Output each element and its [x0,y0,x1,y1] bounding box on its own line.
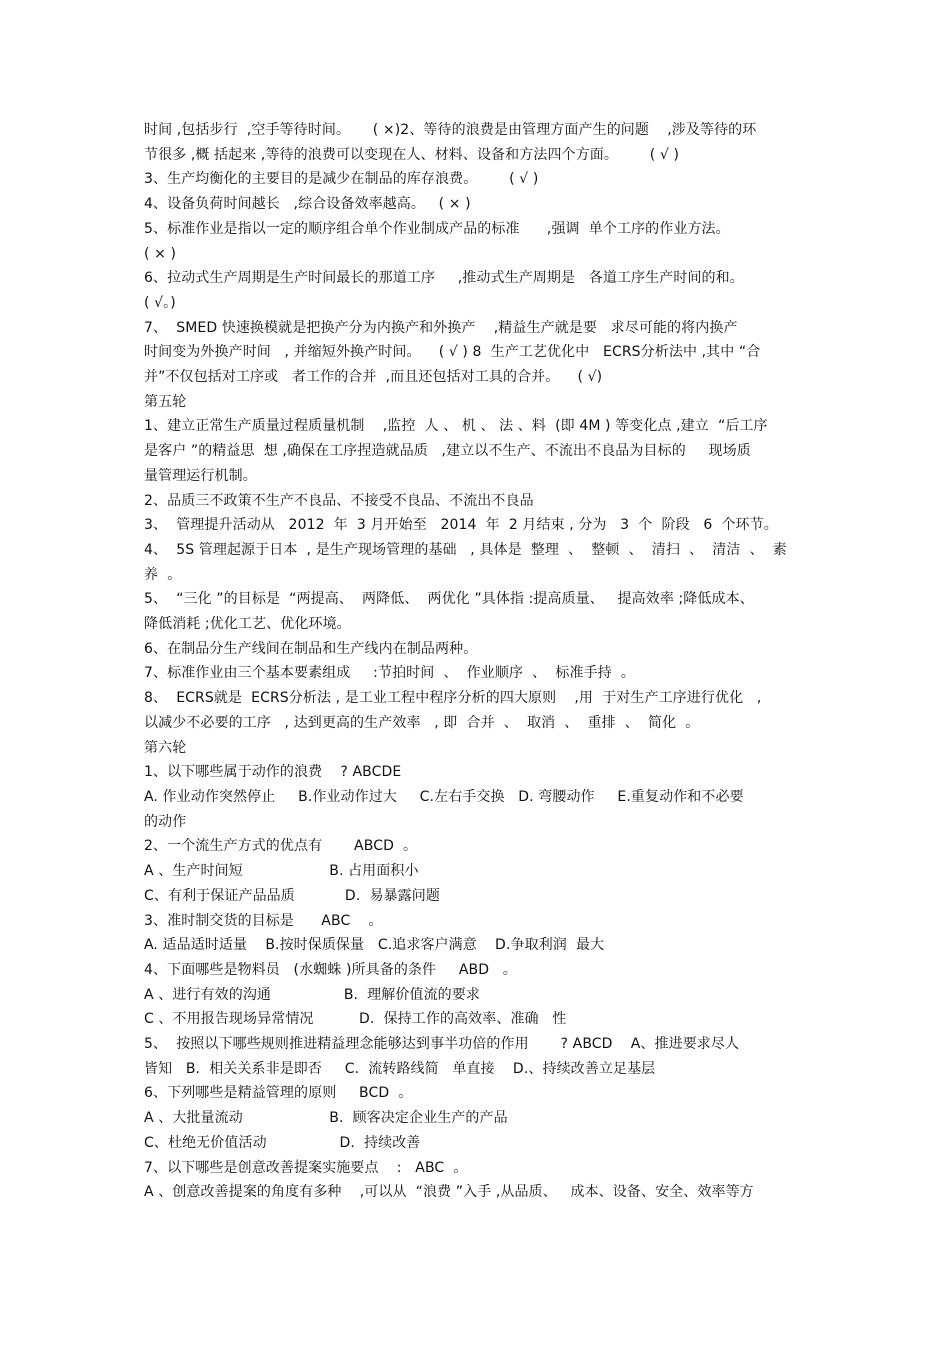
text-line: 3、生产均衡化的主要目的是减少在制品的库存浪费。 ( √ ) [144,171,539,188]
text-line: C 、不用报告现场异常情况 D. 保持工作的高效率、准确 性 [144,1011,567,1028]
text-line: 1、建立正常生产质量过程质量机制 ,监控 人 、 机 、 法 、料 (即 4M ) 等变化点 ,建立 “后工序 [144,418,768,435]
text-line: C、有利于保证产品品质 D. 易暴露问题 [144,887,440,904]
text-line: 2、一个流生产方式的优点有 ABCD 。 [144,838,418,855]
text-line: 5、 按照以下哪些规则推进精益理念能够达到事半功倍的作用 ? ABCD A、推进要求尽人 [144,1036,740,1053]
text-line: 6、拉动式生产周期是生产时间最长的那道工序 ,推动式生产周期是 各道工序生产时间的和。 [144,270,744,287]
text-line: ( × ) [144,245,177,262]
text-line: 4、 5S 管理起源于日本 , 是生产现场管理的基础 , 具体是 整理 、 整顿 、 清扫 、 清洁 、 素 [144,541,787,558]
text-line: 并”不仅包括对工序或 者工作的合并 ,而且还包括对工具的合并。 ( √) [144,369,603,386]
text-line: 7、标准作业由三个基本要素组成 :节拍时间 、 作业顺序 、 标准手持 。 [144,665,635,682]
text-line: 7、以下哪些是创意改善提案实施要点 : ABC 。 [144,1159,468,1176]
text-line: 4、下面哪些是物料员 (水蜘蛛 )所具备的条件 ABD 。 [144,961,517,978]
text-line: 1、以下哪些属于动作的浪费 ? ABCDE [144,764,402,781]
text-line: 7、 SMED 快速换模就是把换产分为内换产和外换产 ,精益生产就是要 求尽可能的将内换产 [144,319,738,336]
text-line: A 、进行有效的沟通 B. 理解价值流的要求 [144,986,480,1003]
text-line: 量管理运行机制。 [144,467,257,484]
text-line: 5、标准作业是指以一定的顺序组合单个作业制成产品的标准 ,强调 单个工序的作业方法。 [144,220,730,237]
text-line: 皆知 B. 相关关系非是即否 C. 流转路线简 单直接 D.、持续改善立足基层 [144,1060,656,1077]
text-line: 养 。 [144,566,182,583]
text-line: 4、设备负荷时间越长 ,综合设备效率越高。 ( × ) [144,196,471,213]
text-line: A 、大批量流动 B. 顾客决定企业生产的产品 [144,1110,508,1127]
text-line: 时间 ,包括步行 ,空手等待时间。 ( ×)2、等待的浪费是由管理方面产生的问题 ,涉及等待的环 [144,122,757,138]
text-line: A 、创意改善提案的角度有多种 ,可以从 “浪费 ”入手 ,从品质、 成本、设备、安全、效率等方 [144,1184,754,1201]
text-line: 3、 管理提升活动从 2012 年 3 月开始至 2014 年 2 月结束 , 分为 3 个 阶段 6 个环节。 [144,517,778,534]
text-line: 3、准时制交货的目标是 ABC 。 [144,912,383,929]
text-line: 2、品质三不政策不生产不良品、不接受不良品、不流出不良品 [144,492,534,509]
text-line: 的动作 [144,813,187,830]
text-line: 第五轮 [144,393,187,410]
text-line: A. 作业动作突然停止 B.作业动作过大 C.左右手交换 D. 弯腰动作 E.重复动作和不必要 [144,788,744,805]
text-line: 时间变为外换产时间 , 并缩短外换产时间。 ( √ ) 8 生产工艺优化中 ECRS分析法中 ,其中 “合 [144,344,761,361]
text-line: 6、在制品分生产线间在制品和生产线内在制品两种。 [144,640,478,657]
text-line: 6、下列哪些是精益管理的原则 BCD 。 [144,1085,413,1102]
text-line: 节很多 ,概 括起来 ,等待的浪费可以变现在人、材料、设备和方法四个方面。 ( √ ) [144,146,680,163]
text-line: C、杜绝无价值活动 D. 持续改善 [144,1134,421,1151]
text-line: A. 适品适时适量 B.按时保质保量 C.追求客户满意 D.争取利润 最大 [144,937,605,954]
text-line: 第六轮 [144,739,187,756]
text-line: 以减少不必要的工序 , 达到更高的生产效率 , 即 合并 、 取消 、 重排 、 简化 。 [144,714,700,731]
text-line: 5、 “三化 ”的目标是 “两提高、 两降低、 两优化 ”具体指 :提高质量、 提高效率 ;降低成本、 [144,591,754,608]
text-line: ( √。) [144,294,176,311]
text-line: A 、生产时间短 B. 占用面积小 [144,863,419,880]
text-line: 降低消耗 ;优化工艺、优化环境。 [144,616,351,633]
text-line: 是客户 ”的精益思 想 ,确保在工序捏造就品质 ,建立以不生产、不流出不良品为目标的 现场质 [144,443,751,460]
text-line: 8、 ECRS就是 ECRS分析法 , 是工业工程中程序分析的四大原则 ,用 于对生产工序进行优化 , [144,690,762,707]
document-body [144,118,816,1205]
